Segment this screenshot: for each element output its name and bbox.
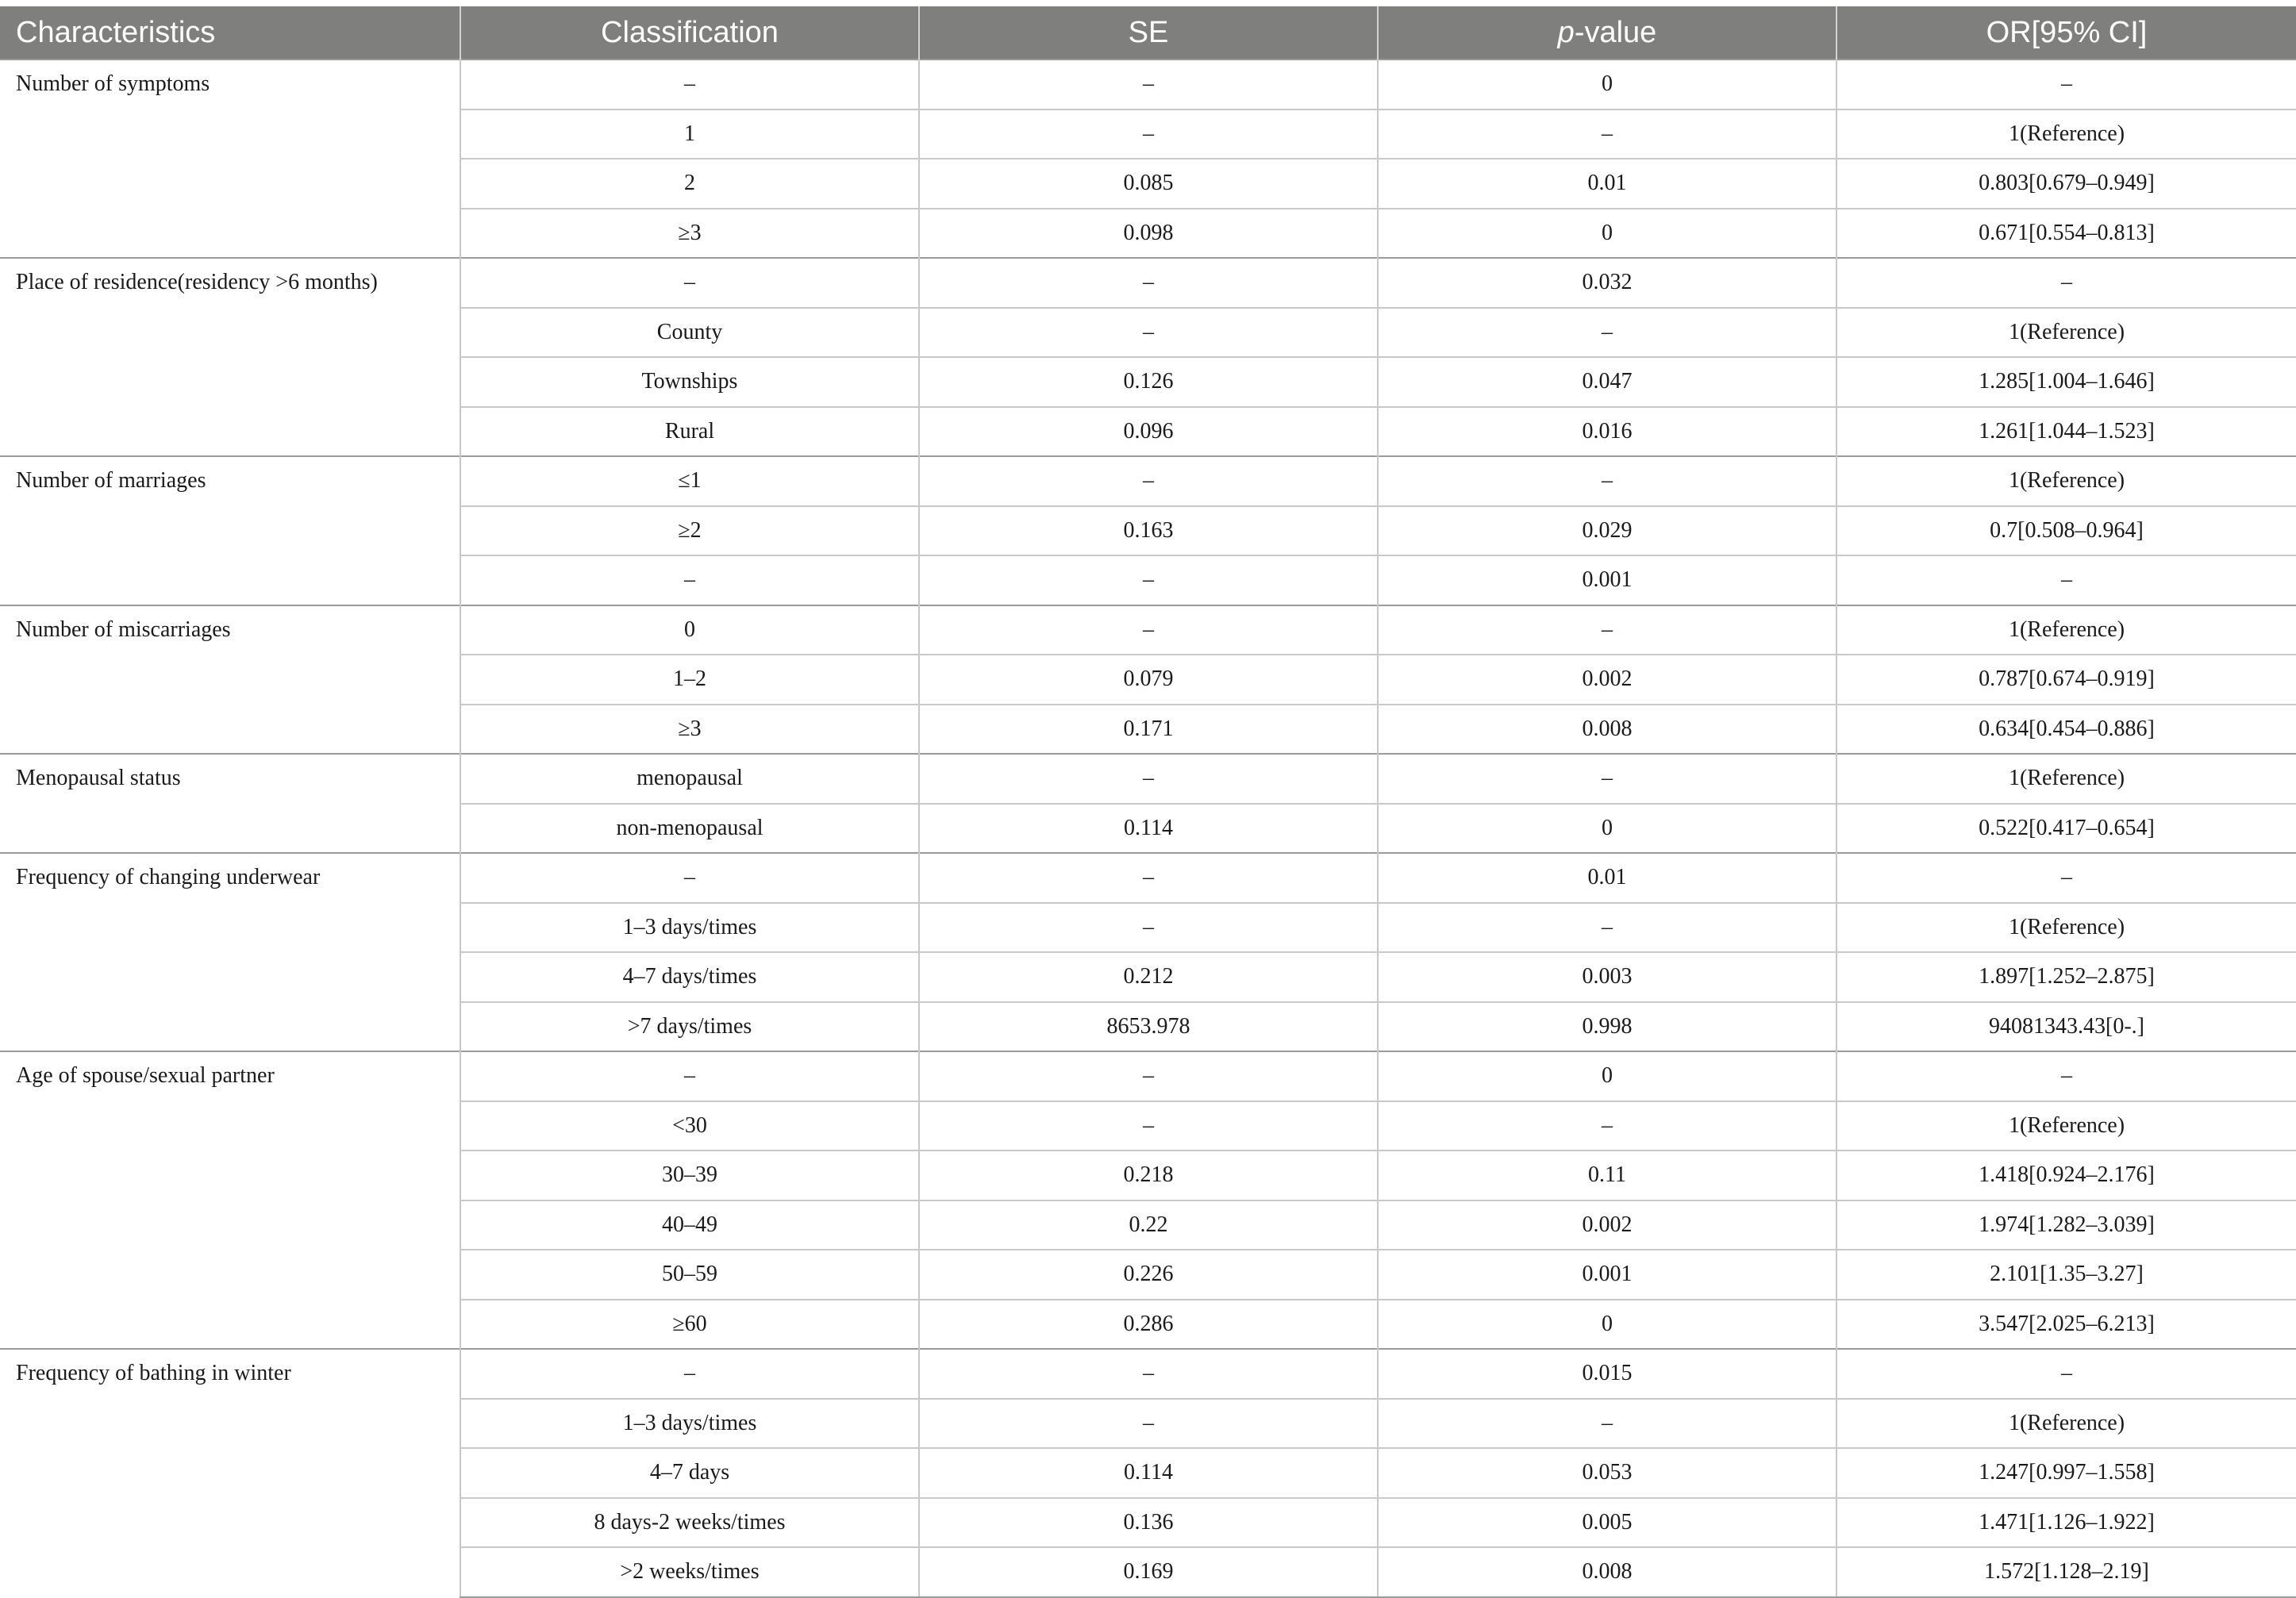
characteristic-cell: Number of marriages <box>0 456 460 605</box>
or-ci-cell: 0.671[0.554–0.813] <box>1836 209 2296 259</box>
or-ci-cell: 1(Reference) <box>1836 754 2296 804</box>
or-ci-cell: 94081343.43[0-.] <box>1836 1002 2296 1052</box>
classification-cell: 4–7 days/times <box>460 952 919 1002</box>
p-value-cell: 0.008 <box>1378 1547 1836 1597</box>
classification-cell: 0 <box>460 605 919 655</box>
p-value-cell: – <box>1378 109 1836 159</box>
or-ci-cell: – <box>1836 853 2296 903</box>
se-cell: – <box>919 60 1378 109</box>
se-cell: 0.126 <box>919 357 1378 407</box>
p-value-cell: – <box>1378 308 1836 358</box>
se-cell: – <box>919 1399 1378 1449</box>
se-cell: 0.286 <box>919 1300 1378 1350</box>
p-value-cell: 0 <box>1378 1300 1836 1350</box>
or-ci-cell: – <box>1836 258 2296 308</box>
p-value-cell: 0.002 <box>1378 655 1836 705</box>
classification-cell: Rural <box>460 407 919 457</box>
results-table <box>0 6 2296 1598</box>
header-p-value-suffix: -value <box>1574 15 1657 49</box>
se-cell: – <box>919 1101 1378 1151</box>
header-classification: Classification <box>460 6 919 60</box>
or-ci-cell: 0.803[0.679–0.949] <box>1836 159 2296 209</box>
p-value-cell: 0.01 <box>1378 159 1836 209</box>
or-ci-cell: – <box>1836 555 2296 605</box>
or-ci-cell: 1(Reference) <box>1836 308 2296 358</box>
se-cell: – <box>919 754 1378 804</box>
se-cell: – <box>919 555 1378 605</box>
or-ci-cell: 0.787[0.674–0.919] <box>1836 655 2296 705</box>
p-value-cell: – <box>1378 1399 1836 1449</box>
characteristic-cell: Number of symptoms <box>0 60 460 258</box>
se-cell: 0.098 <box>919 209 1378 259</box>
classification-cell: – <box>460 555 919 605</box>
p-value-cell: 0 <box>1378 209 1836 259</box>
table-row <box>0 605 2296 655</box>
table-row <box>0 754 2296 804</box>
characteristic-cell: Age of spouse/sexual partner <box>0 1051 460 1349</box>
se-cell: 0.136 <box>919 1498 1378 1548</box>
se-cell: – <box>919 109 1378 159</box>
p-value-cell: 0.003 <box>1378 952 1836 1002</box>
p-value-cell: 0.053 <box>1378 1448 1836 1498</box>
characteristic-cell: Frequency of bathing in winter <box>0 1349 460 1597</box>
classification-cell: ≤1 <box>460 456 919 506</box>
se-cell: – <box>919 258 1378 308</box>
or-ci-cell: – <box>1836 1051 2296 1101</box>
classification-cell: 1–2 <box>460 655 919 705</box>
classification-cell: ≥60 <box>460 1300 919 1350</box>
classification-cell: 1–3 days/times <box>460 1399 919 1449</box>
classification-cell: menopausal <box>460 754 919 804</box>
table-row <box>0 258 2296 308</box>
classification-cell: Townships <box>460 357 919 407</box>
classification-cell: non-menopausal <box>460 804 919 854</box>
p-value-cell: 0.001 <box>1378 555 1836 605</box>
characteristic-cell: Place of residence(residency >6 months) <box>0 258 460 456</box>
p-value-cell: 0.015 <box>1378 1349 1836 1399</box>
p-value-cell: – <box>1378 605 1836 655</box>
header-p-value <box>1378 6 1836 60</box>
classification-cell: <30 <box>460 1101 919 1151</box>
p-value-cell: 0 <box>1378 1051 1836 1101</box>
p-value-cell: 0.005 <box>1378 1498 1836 1548</box>
se-cell: 0.163 <box>919 506 1378 556</box>
classification-cell: 2 <box>460 159 919 209</box>
or-ci-cell: 1(Reference) <box>1836 109 2296 159</box>
se-cell: – <box>919 308 1378 358</box>
se-cell: 0.079 <box>919 655 1378 705</box>
p-value-cell: 0.998 <box>1378 1002 1836 1052</box>
header-se: SE <box>919 6 1378 60</box>
or-ci-cell: 1(Reference) <box>1836 456 2296 506</box>
or-ci-cell: 0.522[0.417–0.654] <box>1836 804 2296 854</box>
p-value-cell: – <box>1378 456 1836 506</box>
table-row <box>0 853 2296 903</box>
p-value-cell: 0.032 <box>1378 258 1836 308</box>
table-row <box>0 60 2296 109</box>
or-ci-cell: 1.285[1.004–1.646] <box>1836 357 2296 407</box>
table-row <box>0 1349 2296 1399</box>
se-cell: – <box>919 903 1378 953</box>
se-cell: 0.114 <box>919 804 1378 854</box>
classification-cell: ≥3 <box>460 705 919 755</box>
or-ci-cell: 1(Reference) <box>1836 903 2296 953</box>
table-row <box>0 1051 2296 1101</box>
p-value-cell: 0.002 <box>1378 1200 1836 1250</box>
p-value-cell: 0.047 <box>1378 357 1836 407</box>
table-body <box>0 60 2296 1597</box>
characteristic-cell: Number of miscarriages <box>0 605 460 755</box>
or-ci-cell: 1.418[0.924–2.176] <box>1836 1150 2296 1200</box>
or-ci-cell: 1.471[1.126–1.922] <box>1836 1498 2296 1548</box>
p-value-cell: – <box>1378 754 1836 804</box>
se-cell: 0.114 <box>919 1448 1378 1498</box>
se-cell: – <box>919 456 1378 506</box>
classification-cell: >7 days/times <box>460 1002 919 1052</box>
classification-cell: 8 days-2 weeks/times <box>460 1498 919 1548</box>
se-cell: – <box>919 1349 1378 1399</box>
or-ci-cell: 2.101[1.35–3.27] <box>1836 1250 2296 1300</box>
classification-cell: – <box>460 1051 919 1101</box>
p-value-cell: 0.11 <box>1378 1150 1836 1200</box>
se-cell: – <box>919 605 1378 655</box>
characteristic-cell: Frequency of changing underwear <box>0 853 460 1051</box>
classification-cell: 30–39 <box>460 1150 919 1200</box>
classification-cell: – <box>460 853 919 903</box>
se-cell: 0.171 <box>919 705 1378 755</box>
or-ci-cell: – <box>1836 60 2296 109</box>
classification-cell: 1 <box>460 109 919 159</box>
classification-cell: ≥3 <box>460 209 919 259</box>
characteristic-cell: Menopausal status <box>0 754 460 853</box>
se-cell: 0.085 <box>919 159 1378 209</box>
header-row <box>0 6 2296 60</box>
or-ci-cell: 1.247[0.997–1.558] <box>1836 1448 2296 1498</box>
classification-cell: ≥2 <box>460 506 919 556</box>
classification-cell: County <box>460 308 919 358</box>
header-or-ci: OR[95% CI] <box>1836 6 2296 60</box>
or-ci-cell: 1(Reference) <box>1836 1101 2296 1151</box>
p-value-cell: 0 <box>1378 60 1836 109</box>
classification-cell: – <box>460 60 919 109</box>
p-value-cell: 0.008 <box>1378 705 1836 755</box>
or-ci-cell: 1.572[1.128–2.19] <box>1836 1547 2296 1597</box>
se-cell: 0.226 <box>919 1250 1378 1300</box>
se-cell: 0.22 <box>919 1200 1378 1250</box>
header-p-value-prefix: p <box>1557 15 1575 49</box>
table-row <box>0 456 2296 506</box>
or-ci-cell: – <box>1836 1349 2296 1399</box>
or-ci-cell: 1.897[1.252–2.875] <box>1836 952 2296 1002</box>
classification-cell: – <box>460 1349 919 1399</box>
or-ci-cell: 0.7[0.508–0.964] <box>1836 506 2296 556</box>
p-value-cell: – <box>1378 1101 1836 1151</box>
or-ci-cell: 1(Reference) <box>1836 605 2296 655</box>
classification-cell: 40–49 <box>460 1200 919 1250</box>
se-cell: 0.169 <box>919 1547 1378 1597</box>
or-ci-cell: 1.974[1.282–3.039] <box>1836 1200 2296 1250</box>
p-value-cell: 0.001 <box>1378 1250 1836 1300</box>
p-value-cell: 0.016 <box>1378 407 1836 457</box>
p-value-cell: 0.029 <box>1378 506 1836 556</box>
or-ci-cell: 0.634[0.454–0.886] <box>1836 705 2296 755</box>
header-characteristics: Characteristics <box>0 6 460 60</box>
or-ci-cell: 1.261[1.044–1.523] <box>1836 407 2296 457</box>
se-cell: – <box>919 1051 1378 1101</box>
classification-cell: 4–7 days <box>460 1448 919 1498</box>
p-value-cell: 0 <box>1378 804 1836 854</box>
classification-cell: – <box>460 258 919 308</box>
or-ci-cell: 1(Reference) <box>1836 1399 2296 1449</box>
p-value-cell: – <box>1378 903 1836 953</box>
or-ci-cell: 3.547[2.025–6.213] <box>1836 1300 2296 1350</box>
se-cell: – <box>919 853 1378 903</box>
classification-cell: 50–59 <box>460 1250 919 1300</box>
classification-cell: 1–3 days/times <box>460 903 919 953</box>
se-cell: 0.218 <box>919 1150 1378 1200</box>
classification-cell: >2 weeks/times <box>460 1547 919 1597</box>
se-cell: 0.212 <box>919 952 1378 1002</box>
p-value-cell: 0.01 <box>1378 853 1836 903</box>
se-cell: 0.096 <box>919 407 1378 457</box>
se-cell: 8653.978 <box>919 1002 1378 1052</box>
